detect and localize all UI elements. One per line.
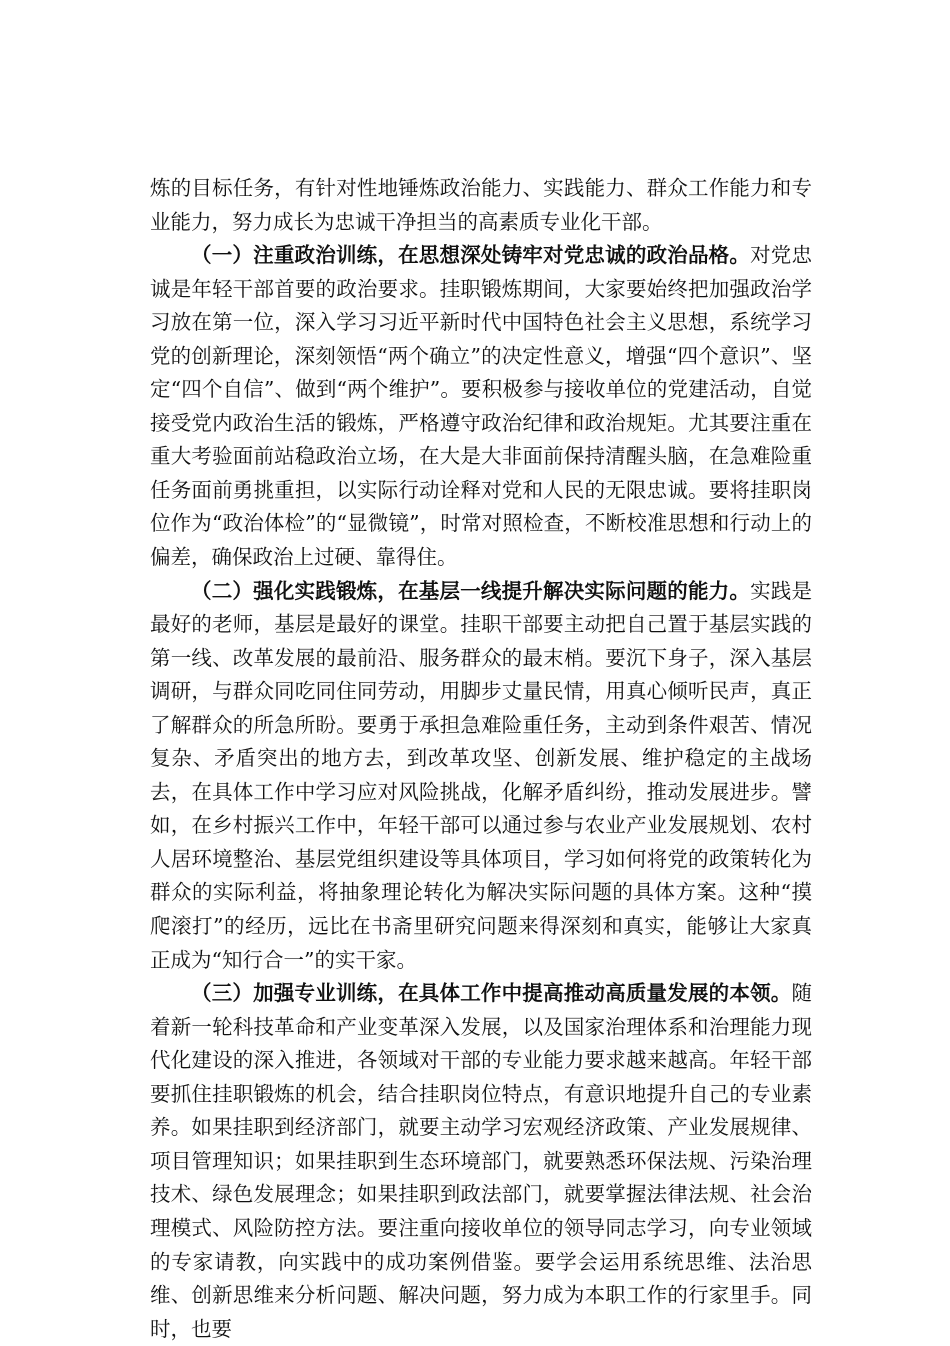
paragraph-professional-training <box>150 977 812 1346</box>
paragraph-body: 对党忠诚是年轻干部首要的政治要求。挂职锻炼期间，大家要始终把加强政治学习放在第一位，深入学习习近平新时代中国特色社会主义思想，系统学习党的创新理论，深刻领悟“两个确立”的决定性意义，增强“四个意识”、坚定“四个自信”、做到“两个维护”。要积极参与接收单位的党建活动，自觉接受党内政治生活的锻炼，严格遵守政治纪律和政治规矩。尤其要注重在重大考验面前站稳政治立场，在大是大非面前保持清醒头脑，在急难险重任务面前勇挑重担，以实际行动诠释对党和人民的无限忠诚。要将挂职岗位作为“政治体检”的“显微镜”，时常对照检查，不断校准思想和行动上的偏差，确保政治上过硬、靠得住。 <box>150 243 813 570</box>
paragraph-heading: （二）强化实践锻炼，在基层一线提升解决实际问题的能力。 <box>191 578 751 603</box>
paragraph-practice-training <box>150 575 812 978</box>
paragraph-body: 炼的目标任务，有针对性地锤炼政治能力、实践能力、群众工作能力和专业能力，努力成长为忠诚干净担当的高素质专业化干部。 <box>150 176 812 234</box>
paragraph-body: 实践是最好的老师，基层是最好的课堂。挂职干部要主动把自己置于基层实践的第一线、改革发展的最前沿、服务群众的最末梢。要沉下身子，深入基层调研，与群众同吃同住同劳动，用脚步丈量民情，用真心倾听民声，真正了解群众的所急所盼。要勇于承担急难险重任务，主动到条件艰苦、情况复杂、矛盾突出的地方去，到改革攻坚、创新发展、维护稳定的主战场去，在具体工作中学习应对风险挑战，化解矛盾纠纷，推动发展进步。譬如，在乡村振兴工作中，年轻干部可以通过参与农业产业发展规划、农村人居环境整治、基层党组织建设等具体项目，学习如何将党的政策转化为群众的实际利益，将抽象理论转化为解决实际问题的具体方案。这种“摸爬滚打”的经历，远比在书斋里研究问题来得深刻和真实，能够让大家真正成为“知行合一”的实干家。 <box>150 578 813 972</box>
paragraph-political-training <box>150 239 812 574</box>
paragraph-heading: （三）加强专业训练，在具体工作中提高推动高质量发展的本领。 <box>191 981 792 1006</box>
paragraph-body: 随着新一轮科技革命和产业变革深入发展，以及国家治理体系和治理能力现代化建设的深入推进，各领域对干部的专业能力要求越来越高。年轻干部要抓住挂职锻炼的机会，结合挂职岗位特点，有意识地提升自己的专业素养。如果挂职到经济部门，就要主动学习宏观经济政策、产业发展规律、项目管理知识；如果挂职到生态环境部门，就要熟悉环保法规、污染治理技术、绿色发展理念；如果挂职到政法部门，就要掌握法律法规、社会治理模式、风险防控方法。要注重向接收单位的领导同志学习，向专业领域的专家请教，向实践中的成功案例借鉴。要学会运用系统思维、法治思维、创新思维来分析问题、解决问题，努力成为本职工作的行家里手。同时，也要 <box>150 981 812 1341</box>
paragraph-heading: （一）注重政治训练，在思想深处铸牢对党忠诚的政治品格。 <box>191 243 751 268</box>
document-page <box>150 172 812 1346</box>
paragraph-continuation <box>150 172 812 239</box>
